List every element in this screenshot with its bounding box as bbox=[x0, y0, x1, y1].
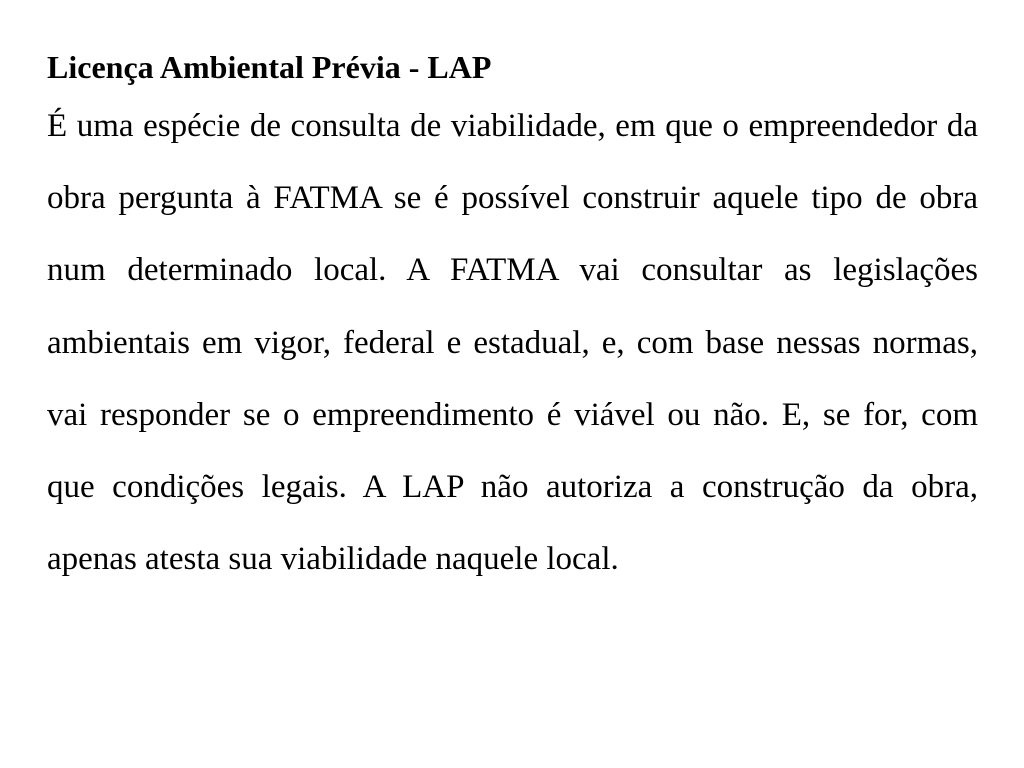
document-paragraph: É uma espécie de consulta de viabilidade, em que o empreendedor da obra pergunta à FATMA se é possível construir aquele tipo de obra num determinado local. A FATMA vai consultar as legislações ambientais em vigor, federal e estadual, e, com base nessas normas, vai responder se o empreendimento é viável ou não. E, se for, com que condições legais. A LAP não autoriza a construção da obra, apenas atesta sua viabilidade naquele local. bbox=[47, 108, 978, 578]
document-title: Licença Ambiental Prévia - LAP bbox=[47, 49, 492, 85]
